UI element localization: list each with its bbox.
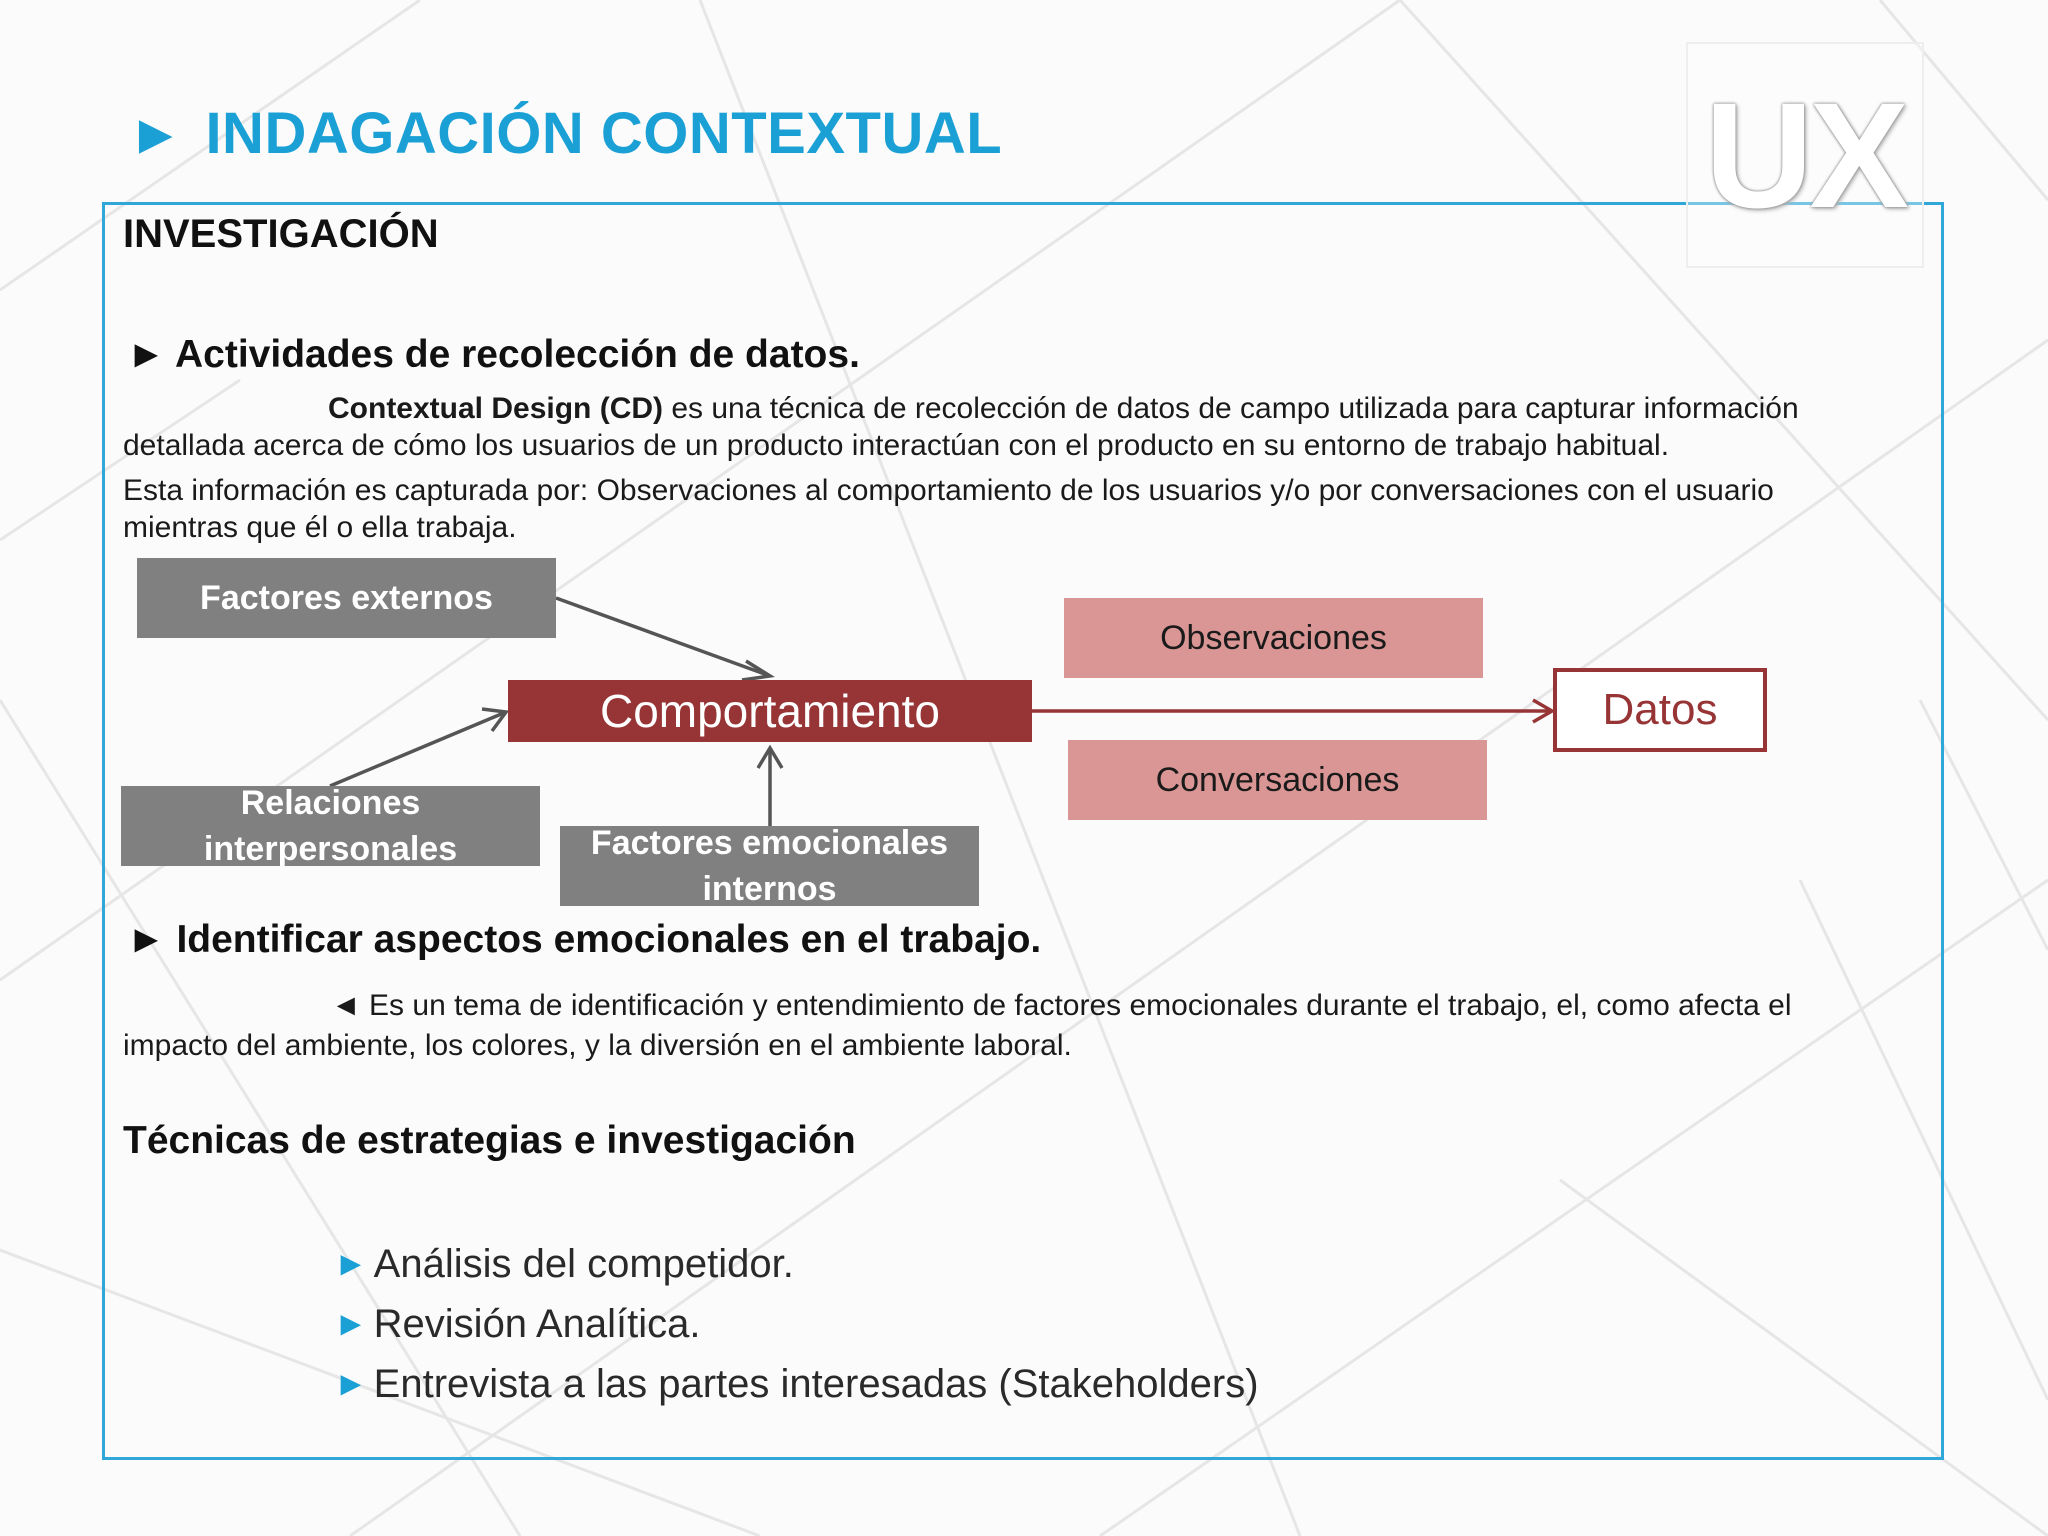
ux-logo-text: UX <box>1704 70 1906 239</box>
box-label: Comportamiento <box>599 685 941 737</box>
list-item-text: Revisión Analítica. <box>373 1302 701 1346</box>
box-external-factors <box>137 558 556 638</box>
paragraph-text: es una técnica de recolección de datos de campo utilizada para capturar información <box>663 392 1799 425</box>
subheading-arrow-icon: ► <box>127 333 166 376</box>
paragraph-emotional <box>123 986 1943 1066</box>
list-item-text: Análisis del competidor. <box>373 1242 794 1286</box>
ux-logo <box>1686 42 1924 268</box>
techniques-heading: Técnicas de estrategias e investigación <box>123 1119 856 1162</box>
paragraph-line <box>123 390 1923 427</box>
list-item <box>334 1354 1259 1414</box>
paragraph-line: Esta información es capturada por: Observaciones al comportamiento de los usuarios y/o por conversaciones con el usuario <box>123 474 1774 507</box>
box-label-line: interpersonales <box>203 830 458 866</box>
paragraph-line <box>123 986 1943 1026</box>
list-item <box>334 1294 1259 1354</box>
bullet-arrow-icon: ► <box>334 1305 368 1343</box>
section-heading: INVESTIGACIÓN <box>123 212 439 256</box>
bullet-arrow-icon: ► <box>334 1365 368 1403</box>
box-internal-emotional-factors <box>560 826 979 906</box>
box-label-line: Relaciones <box>240 786 421 822</box>
paragraph-line: impacto del ambiente, los colores, y la diversión en el ambiente laboral. <box>123 1029 1072 1062</box>
subheading-data-collection <box>127 333 860 377</box>
title-text: INDAGACIÓN CONTEXTUAL <box>205 101 1003 166</box>
paragraph-bold-term: Contextual Design (CD) <box>328 392 664 425</box>
box-label: Observaciones <box>1160 618 1387 657</box>
box-label-line: internos <box>702 870 837 906</box>
subheading-arrow-icon: ► <box>127 918 166 961</box>
bullet-arrow-icon: ► <box>334 1245 368 1283</box>
box-observations <box>1064 598 1483 678</box>
box-interpersonal-relations <box>121 786 540 866</box>
box-label: Datos <box>1602 685 1718 734</box>
paragraph-contextual-design <box>123 390 1923 464</box>
box-data <box>1553 668 1767 752</box>
back-arrow-icon: ◄ <box>331 989 361 1022</box>
box-label: Factores externos <box>200 579 493 617</box>
paragraph-line: detallada acerca de cómo los usuarios de un producto interactúan con el producto en su entorno de trabajo habitual. <box>123 429 1670 462</box>
list-item-text: Entrevista a las partes interesadas (Stakeholders) <box>373 1362 1259 1406</box>
box-label: Conversaciones <box>1155 760 1400 799</box>
paragraph-text: Es un tema de identificación y entendimiento de factores emocionales durante el trabajo, el, como afecta el <box>360 989 1792 1022</box>
subheading-text: Actividades de recolección de datos. <box>175 333 860 376</box>
box-conversations <box>1068 740 1487 820</box>
list-item <box>334 1234 1259 1294</box>
subheading-emotional-aspects <box>127 918 1041 962</box>
techniques-list <box>334 1234 1259 1414</box>
paragraph-line: mientras que él o ella trabaja. <box>123 511 517 544</box>
slide-title <box>128 100 1002 167</box>
box-behavior <box>508 680 1032 742</box>
paragraph-capture <box>123 472 1943 546</box>
subheading-text: Identificar aspectos emocionales en el trabajo. <box>176 918 1042 961</box>
box-label-line: Factores emocionales <box>590 826 949 862</box>
title-arrow-icon: ► <box>128 101 184 165</box>
